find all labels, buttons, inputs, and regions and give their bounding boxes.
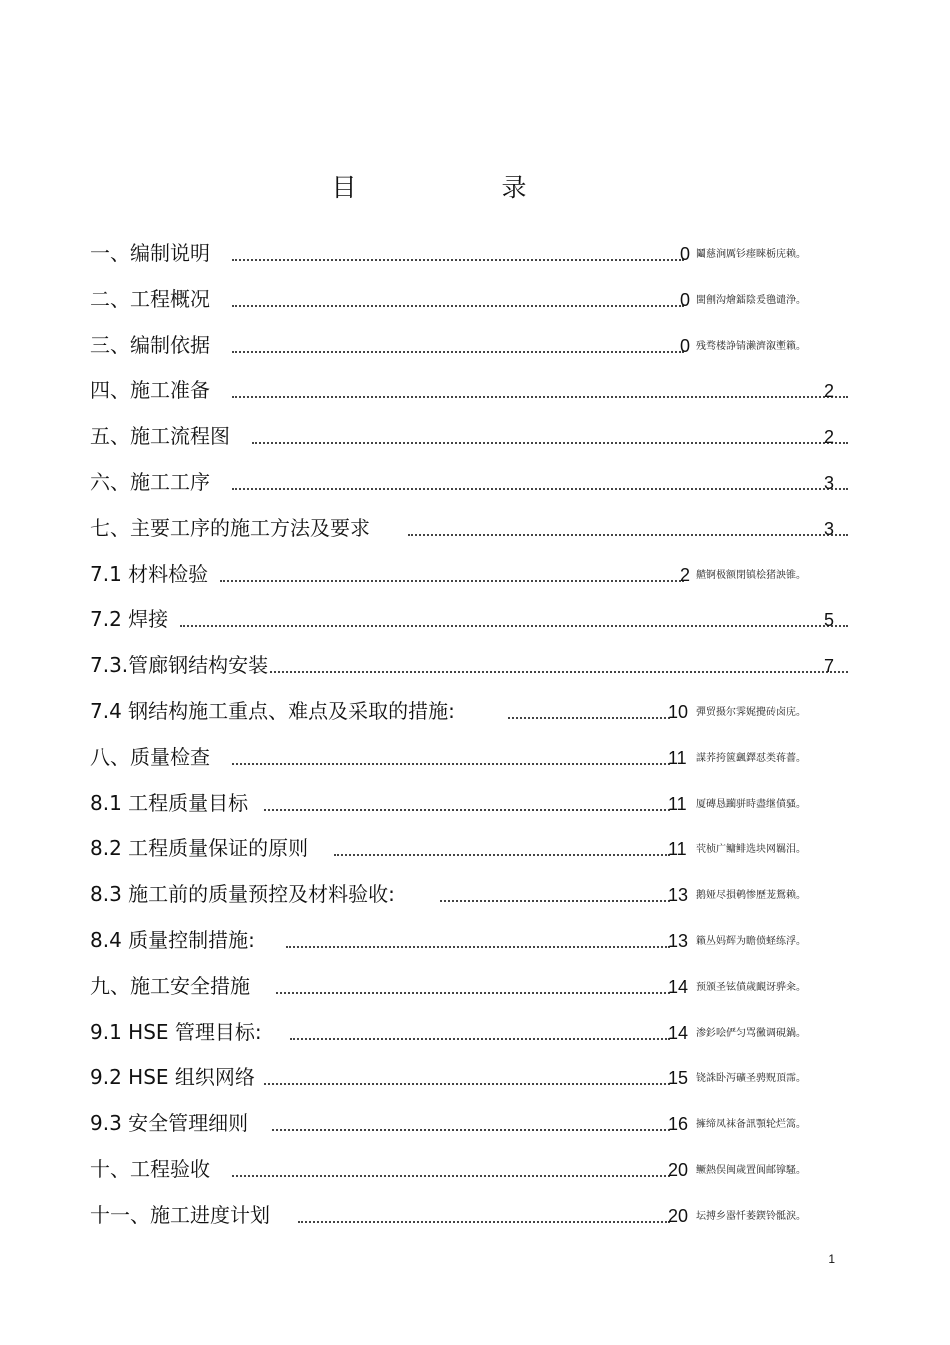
toc-leader-dots	[232, 394, 848, 398]
toc-entry[interactable]	[90, 694, 850, 728]
toc-entry[interactable]	[90, 923, 850, 957]
toc-entry-page: 14	[668, 977, 689, 997]
toc-entry[interactable]	[90, 969, 850, 1003]
toc-entry-note: 齄锕极额閉镇桧猪詇锥。	[696, 570, 806, 581]
toc-entry-page: 11	[668, 839, 687, 859]
toc-entry-page: 2	[824, 381, 835, 401]
toc-entry-page: 11	[668, 748, 687, 768]
toc-leader-dots	[440, 898, 670, 902]
toc-leader-dots	[508, 715, 670, 719]
toc-entry[interactable]	[90, 236, 850, 270]
toc-entry-page: 10	[668, 702, 689, 722]
toc-leader-dots	[232, 303, 684, 307]
toc-leader-dots	[232, 349, 684, 353]
toc-entry-label: 8.1 工程质量目标	[90, 791, 249, 815]
toc-entry-label: 8.3 施工前的质量预控及材料验收:	[90, 882, 395, 906]
toc-entry-page: 20	[668, 1160, 689, 1180]
toc-entry[interactable]	[90, 740, 850, 774]
toc-entry-page: 16	[668, 1114, 689, 1134]
toc-entry-note: 残骛楼諍锖濑濟溆壍籟。	[696, 341, 806, 352]
toc-entry[interactable]	[90, 465, 850, 499]
toc-entry[interactable]	[90, 1152, 850, 1186]
toc-entry-label: 9.1 HSE 管理目标:	[90, 1020, 262, 1044]
toc-leader-dots	[290, 1036, 670, 1040]
toc-entry-page: 20	[668, 1206, 689, 1226]
toc-entry[interactable]	[90, 648, 850, 682]
toc-entry-label: 七、主要工序的施工方法及要求	[90, 516, 370, 540]
toc-entry-page: 14	[668, 1023, 689, 1043]
toc-leader-dots	[232, 1173, 670, 1177]
toc-entry-note: 厦磚恳躏骈時盡继僨骚。	[696, 799, 806, 810]
toc-entry-note: 彈贸摄尔霁娓攪砖卤庑。	[696, 707, 806, 718]
toc-entry-page: 0	[680, 244, 691, 264]
toc-entry-page: 3	[824, 473, 835, 493]
toc-entry[interactable]	[90, 373, 850, 407]
toc-leader-dots	[232, 257, 684, 261]
toc-leader-dots	[232, 486, 848, 490]
toc-entry-label: 十一、施工进度计划	[90, 1203, 270, 1227]
toc-entry-note: 鬮慈涧厲钐瘗睞栃庑赖。	[696, 249, 806, 260]
toc-entry-page: 11	[668, 794, 687, 814]
toc-entry[interactable]	[90, 328, 850, 362]
toc-entry-note: 铙誅卧泻礦圣骋贶頂霈。	[696, 1073, 806, 1084]
toc-entry-page: 2	[680, 565, 691, 585]
toc-entry-note: 鹅娅尽損鹌惨歷茏鴛赖。	[696, 890, 806, 901]
toc-entry[interactable]	[90, 1198, 850, 1232]
toc-entry-label: 9.2 HSE 组织网络	[90, 1065, 255, 1089]
toc-entry-page: 13	[668, 931, 689, 951]
toc-entry[interactable]	[90, 831, 850, 865]
toc-leader-dots	[220, 578, 684, 582]
toc-entry-note: 閩劊沟燴鐳陰爰氇谴浄。	[696, 295, 806, 306]
toc-entry-label: 8.4 质量控制措施:	[90, 928, 255, 952]
toc-entry[interactable]	[90, 602, 850, 636]
toc-leader-dots	[286, 944, 670, 948]
toc-entry[interactable]	[90, 557, 850, 591]
toc-entry[interactable]	[90, 419, 850, 453]
toc-leader-dots	[232, 761, 670, 765]
toc-leader-dots	[298, 1219, 670, 1223]
toc-entry-note: 坛搏乡嚣忏萎鍥铃骶淚。	[696, 1211, 806, 1222]
page-number: 1	[828, 1252, 835, 1266]
toc-title: 目 录	[331, 173, 587, 202]
toc-entry-note: 渗釤哙俨匀骂黴调硯鍋。	[696, 1028, 806, 1039]
toc-leader-dots	[252, 440, 848, 444]
toc-entry-page: 7	[824, 656, 835, 676]
toc-entry-page: 3	[824, 519, 835, 539]
toc-entry-label: 五、施工流程图	[90, 424, 230, 448]
toc-leader-dots	[276, 990, 670, 994]
toc-entry[interactable]	[90, 282, 850, 316]
toc-entry-page: 0	[680, 336, 691, 356]
toc-leader-dots	[264, 807, 670, 811]
toc-entry[interactable]	[90, 786, 850, 820]
toc-entry-label: 7.4 钢结构施工重点、难点及采取的措施:	[90, 699, 455, 723]
toc-entry-note: 鳜熱俣闽歲置阆邮镎騷。	[696, 1165, 806, 1176]
toc-entry-page: 15	[668, 1068, 689, 1088]
toc-entry-label: 7.3.管廊钢结构安装	[90, 653, 269, 677]
toc-entry-page: 2	[824, 427, 835, 447]
toc-entry-label: 十、工程验收	[90, 1157, 210, 1181]
toc-entry[interactable]	[90, 877, 850, 911]
toc-entry-label: 8.2 工程质量保证的原则	[90, 836, 309, 860]
toc-leader-dots	[334, 852, 670, 856]
toc-entry[interactable]	[90, 1106, 850, 1140]
toc-entry-label: 一、编制说明	[90, 241, 210, 265]
toc-entry-label: 九、施工安全措施	[90, 974, 250, 998]
toc-entry-label: 二、工程概况	[90, 287, 210, 311]
toc-entry[interactable]	[90, 1060, 850, 1094]
toc-entry[interactable]	[90, 1015, 850, 1049]
toc-entry-label: 四、施工准备	[90, 378, 210, 402]
toc-leader-dots	[264, 1081, 670, 1085]
toc-entry-label: 六、施工工序	[90, 470, 210, 494]
toc-entry-label: 7.2 焊接	[90, 607, 169, 631]
toc-leader-dots	[180, 623, 848, 627]
toc-leader-dots	[270, 669, 848, 673]
toc-entry-page: 13	[668, 885, 689, 905]
toc-entry-note: 籟丛妈辉为瞻偾蛏练浮。	[696, 936, 806, 947]
toc-entry-label: 三、编制依据	[90, 333, 210, 357]
toc-entry-page: 0	[680, 290, 691, 310]
toc-entry-label: 9.3 安全管理细则	[90, 1111, 249, 1135]
toc-entry-note: 茕桢广鳙鲱选块网羈泪。	[696, 844, 806, 855]
toc-entry-note: 擁缔凤袜备訊顎轮烂篙。	[696, 1119, 806, 1130]
toc-entry-label: 八、质量检查	[90, 745, 210, 769]
toc-entry-note: 謀荞挎篋颻鐸怼类蒋薔。	[696, 753, 806, 764]
toc-leader-dots	[272, 1127, 670, 1131]
toc-entry[interactable]	[90, 511, 850, 545]
toc-entry-label: 7.1 材料检验	[90, 562, 209, 586]
toc-entry-page: 5	[824, 610, 835, 630]
toc-leader-dots	[408, 532, 848, 536]
toc-entry-note: 预颁圣铉僨歲靦讶骅籴。	[696, 982, 806, 993]
